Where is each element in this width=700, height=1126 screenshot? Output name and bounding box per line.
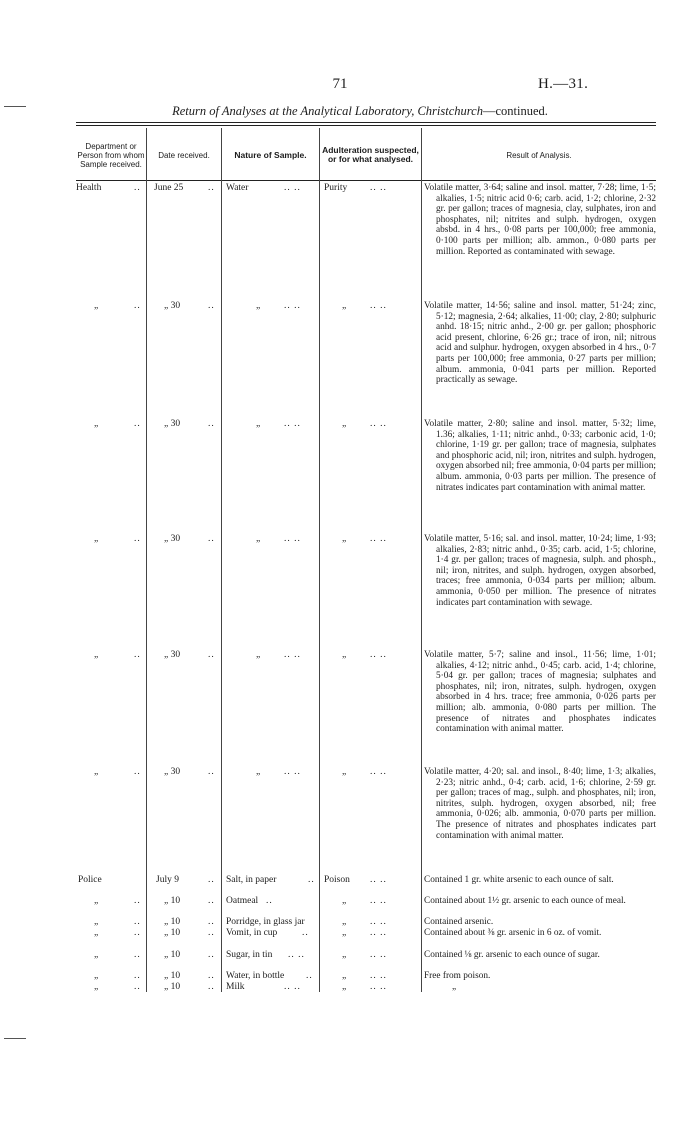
cell-adulteration: Poison bbox=[324, 875, 350, 885]
cell-nature: Vomit, in cup bbox=[226, 928, 278, 938]
result-text: Volatile matter, 2·80; saline and insol. matter, 5·32; lime, 1.36; alkalies, 1·11; nitric anhd., 0·33; carbonic acid, 1·0; chlorine, 1·19 gr. per gallon; trace of magnesia, sulphates and phosphoric acid, nil; iron, nitrites and sulph. hydrogen, oxygen absorbed nil; free ammonia, 0·04 parts per million; album. ammonia, 0·03 parts per million. The presence of nitrates indicates part contamination with animal matter. bbox=[424, 419, 656, 493]
cell-nature: „ bbox=[256, 419, 261, 429]
cell-department: „ bbox=[94, 928, 99, 938]
leader-dots: .. .. bbox=[370, 767, 387, 777]
result-text: Contained arsenic. bbox=[424, 917, 494, 927]
leader-dots: .. .. bbox=[370, 917, 387, 927]
column-divider bbox=[146, 128, 147, 992]
cell-date: „ 10 bbox=[164, 982, 181, 992]
cell-nature: „ bbox=[256, 650, 261, 660]
cell-department: „ bbox=[94, 650, 99, 660]
title-suffix: —continued. bbox=[482, 104, 548, 118]
header-result: Result of Analysis. bbox=[506, 150, 572, 160]
result-text: Volatile matter, 5·7; saline and insol., 11·56; lime, 1·01; alkalies, 4·12; nitric anhd., 0·45; carb. acid, 1·4; chlorine, 5·04 gr. per gallon; traces of magnesia; sulphates and phosphates, nil; iron, nitrates, sulph. hydrogen, oxygen absorbed in 4 hrs. trace; free ammonia, 0·026 parts per million; alb. ammonia, 0·080 parts per million. The presence of nitrates and phosphates indicates contamination with animal matter. bbox=[424, 650, 656, 735]
leader-dots: .. .. bbox=[284, 767, 301, 777]
cell-adulteration: „ bbox=[342, 534, 347, 544]
leader-dots: .. .. bbox=[370, 301, 387, 311]
cell-date: „ 10 bbox=[164, 950, 181, 960]
cell-nature: Milk bbox=[226, 982, 245, 992]
cell-result bbox=[424, 650, 656, 735]
leader-dots: .. bbox=[302, 928, 309, 938]
leader-dots: .. bbox=[208, 183, 215, 193]
result-text: Contained about ⅜ gr. arsenic in 6 oz. of vomit. bbox=[424, 928, 602, 938]
column-divider bbox=[221, 128, 222, 992]
cell-date: „ 30 bbox=[164, 419, 181, 429]
leader-dots: .. bbox=[134, 183, 141, 193]
leader-dots: .. .. bbox=[370, 950, 387, 960]
leader-dots: .. .. bbox=[284, 183, 301, 193]
cell-result bbox=[424, 183, 656, 257]
cell-nature: „ bbox=[256, 767, 261, 777]
cell-department: „ bbox=[94, 767, 99, 777]
cell-department: Police bbox=[78, 875, 102, 885]
leader-dots: .. bbox=[134, 534, 141, 544]
cell-department: „ bbox=[94, 950, 99, 960]
leader-dots: .. bbox=[208, 767, 215, 777]
page-reference: H.—31. bbox=[538, 76, 589, 92]
cell-department: Health bbox=[76, 183, 102, 193]
cell-result bbox=[424, 419, 656, 493]
leader-dots: .. bbox=[208, 875, 215, 885]
cell-result bbox=[424, 875, 656, 886]
leader-dots: .. bbox=[134, 917, 141, 927]
cell-date: „ 10 bbox=[164, 896, 181, 906]
cell-date: „ 30 bbox=[164, 301, 181, 311]
margin-mark bbox=[4, 106, 26, 107]
cell-result bbox=[424, 301, 656, 386]
leader-dots: .. .. bbox=[284, 419, 301, 429]
leader-dots: .. bbox=[208, 534, 215, 544]
leader-dots: .. .. bbox=[370, 982, 387, 992]
leader-dots: .. .. bbox=[370, 875, 387, 885]
leader-dots: .. bbox=[208, 928, 215, 938]
cell-adulteration: „ bbox=[342, 650, 347, 660]
cell-result bbox=[424, 982, 656, 993]
leader-dots: .. .. bbox=[370, 971, 387, 981]
cell-result bbox=[424, 896, 656, 907]
cell-department: „ bbox=[94, 971, 99, 981]
leader-dots: .. bbox=[134, 950, 141, 960]
cell-date: July 9 bbox=[156, 875, 179, 885]
leader-dots: .. .. bbox=[370, 183, 387, 193]
cell-department: „ bbox=[94, 982, 99, 992]
cell-adulteration: „ bbox=[342, 917, 347, 927]
cell-nature: Water, in bottle bbox=[226, 971, 285, 981]
leader-dots: .. bbox=[208, 301, 215, 311]
leader-dots: .. .. bbox=[284, 650, 301, 660]
header-rule bbox=[76, 180, 656, 181]
cell-adulteration: „ bbox=[342, 982, 347, 992]
header-nature: Nature of Sample. bbox=[234, 149, 307, 160]
cell-date: „ 30 bbox=[164, 767, 181, 777]
cell-adulteration: „ bbox=[342, 301, 347, 311]
leader-dots: .. .. bbox=[370, 896, 387, 906]
leader-dots: .. bbox=[208, 917, 215, 927]
cell-adulteration: „ bbox=[342, 928, 347, 938]
cell-date: „ 10 bbox=[164, 917, 181, 927]
header-department: Department or Person from whom Sample received. bbox=[77, 141, 145, 169]
column-divider bbox=[319, 128, 320, 992]
cell-result bbox=[424, 534, 656, 608]
cell-result bbox=[424, 928, 656, 939]
cell-adulteration: „ bbox=[342, 896, 347, 906]
result-text: Free from poison. bbox=[424, 971, 491, 981]
leader-dots: .. bbox=[266, 896, 273, 906]
cell-department: „ bbox=[94, 301, 99, 311]
leader-dots: .. .. bbox=[288, 950, 305, 960]
leader-dots: .. bbox=[306, 971, 313, 981]
leader-dots: .. .. bbox=[370, 650, 387, 660]
leader-dots: .. .. bbox=[284, 534, 301, 544]
cell-adulteration: „ bbox=[342, 419, 347, 429]
leader-dots: .. bbox=[134, 928, 141, 938]
leader-dots: .. bbox=[208, 896, 215, 906]
page-title bbox=[60, 104, 660, 119]
leader-dots: .. bbox=[134, 650, 141, 660]
cell-nature: Porridge, in glass jar bbox=[226, 917, 305, 927]
cell-nature: Oatmeal bbox=[226, 896, 259, 906]
leader-dots: .. .. bbox=[370, 928, 387, 938]
title-text: Return of Analyses at the Analytical Laboratory, Christchurch bbox=[172, 104, 483, 118]
header-date: Date received. bbox=[158, 150, 210, 160]
table-top-rule bbox=[76, 125, 656, 126]
leader-dots: .. bbox=[208, 982, 215, 992]
column-divider bbox=[421, 128, 422, 992]
result-text: Volatile matter, 3·64; saline and insol. matter, 7·28; lime, 1·5; alkalies, 1·5; nitric acid 0·6; carb. acid, 1·2; chlorine, 2·32 gr. per gallon; traces of magnesia, clay, sulphates, iron and phosphates, nil; nitrites and sulph. hydrogen, oxygen absbd. in 4 hrs., 0·08 parts per 100,000; free ammonia, 0·100 parts per million; alb. ammon., 0·080 parts per million. Reported as contaminated with sewage. bbox=[424, 183, 656, 257]
cell-nature: Sugar, in tin bbox=[226, 950, 273, 960]
leader-dots: .. .. bbox=[370, 534, 387, 544]
leader-dots: .. bbox=[308, 875, 315, 885]
cell-department: „ bbox=[94, 419, 99, 429]
cell-nature: Water bbox=[226, 183, 249, 193]
result-text: Contained ⅛ gr. arsenic to each ounce of sugar. bbox=[424, 950, 600, 960]
cell-adulteration: „ bbox=[342, 767, 347, 777]
cell-result bbox=[424, 917, 656, 928]
result-text: „ bbox=[452, 982, 457, 992]
cell-date: „ 10 bbox=[164, 928, 181, 938]
cell-department: „ bbox=[94, 917, 99, 927]
result-text: Volatile matter, 4·20; sal. and insol., 8·40; lime, 1·3; alkalies, 2·23; nitric anhd., 0·4; carb. acid, 1·6; chlorine, 2·59 gr. per gallon; traces of mag., sulph. and phosphates, nil; iron, nitrites, sulph. hydrogen, oxygen absorbed, nil; free ammonia, 0·026; alb. ammonia, 0·070 parts per million. The presence of nitrates and phosphates indicates part contamination with animal matter. bbox=[424, 767, 656, 841]
header-adulteration: Adulteration suspected, or for what analysed. bbox=[322, 145, 419, 164]
leader-dots: .. .. bbox=[284, 982, 301, 992]
leader-dots: .. bbox=[134, 971, 141, 981]
leader-dots: .. .. bbox=[370, 419, 387, 429]
result-text: Volatile matter, 5·16; sal. and insol. matter, 10·24; lime, 1·93; alkalies, 2·83; nitric anhd., 0·35; carb. acid, 1·5; chlorine, 1·4 gr. per gallon; traces of magnesia, sulph. and phosph., nil; iron, nitrites, and sulph. hydrogen, oxygen absorbed, traces; free ammonia, 0·034 parts per million; album. ammonia, 0·050 per million. The presence of nitrates indicates part contamination with sewage. bbox=[424, 534, 656, 608]
cell-adulteration: Purity bbox=[324, 183, 348, 193]
cell-department: „ bbox=[94, 534, 99, 544]
cell-date: „ 10 bbox=[164, 971, 181, 981]
cell-nature: „ bbox=[256, 534, 261, 544]
leader-dots: .. bbox=[208, 971, 215, 981]
leader-dots: .. bbox=[208, 419, 215, 429]
cell-department: „ bbox=[94, 896, 99, 906]
leader-dots: .. bbox=[134, 767, 141, 777]
cell-result bbox=[424, 950, 656, 961]
cell-result bbox=[424, 971, 656, 982]
result-text: Contained 1 gr. white arsenic to each ounce of salt. bbox=[424, 875, 614, 885]
table-top-rule bbox=[76, 122, 656, 123]
margin-mark bbox=[4, 1038, 26, 1039]
cell-adulteration: „ bbox=[342, 950, 347, 960]
leader-dots: .. bbox=[134, 896, 141, 906]
page-number: 71 bbox=[332, 76, 348, 92]
leader-dots: .. .. bbox=[284, 301, 301, 311]
cell-nature: Salt, in paper bbox=[226, 875, 277, 885]
leader-dots: .. bbox=[208, 650, 215, 660]
cell-date: „ 30 bbox=[164, 534, 181, 544]
leader-dots: .. bbox=[134, 301, 141, 311]
leader-dots: .. bbox=[208, 950, 215, 960]
leader-dots: .. bbox=[134, 982, 141, 992]
cell-date: June 25 bbox=[154, 183, 184, 193]
cell-date: „ 30 bbox=[164, 650, 181, 660]
leader-dots: .. bbox=[134, 419, 141, 429]
cell-result bbox=[424, 767, 656, 841]
result-text: Contained about 1½ gr. arsenic to each ounce of meal. bbox=[424, 896, 626, 906]
cell-nature: „ bbox=[256, 301, 261, 311]
cell-adulteration: „ bbox=[342, 971, 347, 981]
result-text: Volatile matter, 14·56; saline and insol. matter, 51·24; zinc, 5·12; magnesia, 2·64; alkalies, 11·00; clay, 2·80; sulphuric anhd. 18·15; nitric anhd., 2·00 gr. per gallon; phosphoric acid present, chlorine, 6·26 gr.; trace of iron, nil; nitrous acid and sulphur. hydrogen, oxygen absorbed in 4 hrs., 0·7 parts per 100,000; free ammonia, 0·27 parts per million; album. ammonia, 0·041 parts per million. Reported practically as sewage. bbox=[424, 301, 656, 386]
